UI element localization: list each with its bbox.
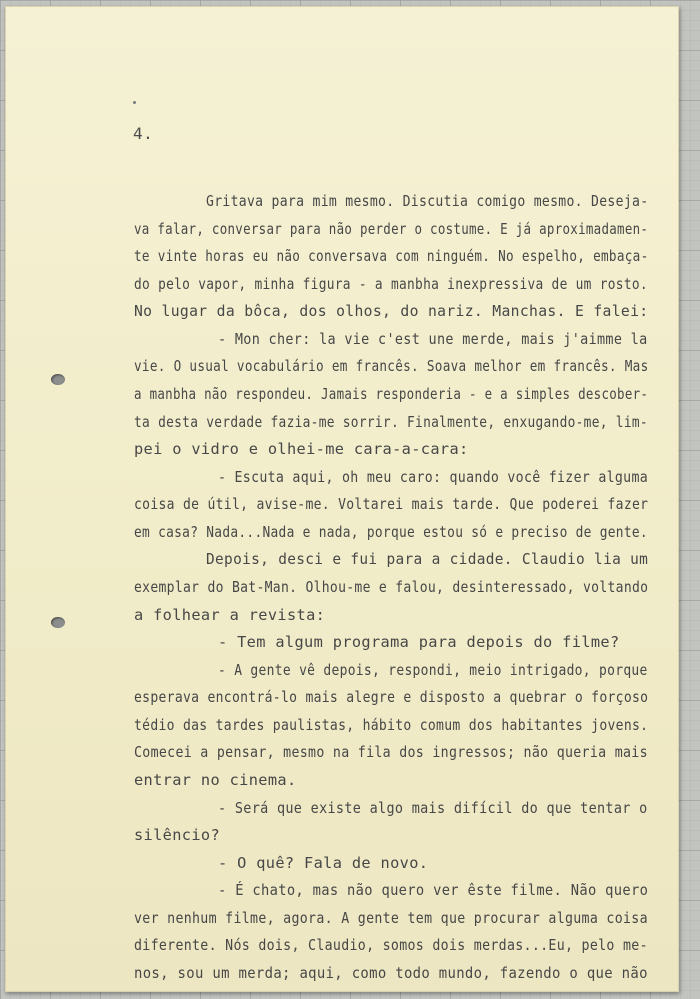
text-line: entrar no cinema. <box>134 771 297 789</box>
text-line: Depois, desci e fui para a cidade. Claudio lia um <box>206 550 649 568</box>
text-line: tédio das tardes paulistas, hábito comum dos habitantes jovens. <box>134 716 649 734</box>
text-line: diferente. Nós dois, Claudio, somos dois merdas...Eu, pelo me- <box>134 936 648 954</box>
text-line: silêncio? <box>134 826 221 844</box>
text-line: - Escuta aqui, oh meu caro: quando você fizer alguma <box>218 468 648 486</box>
text-line: te vinte horas eu não conversava com ninguém. No espelho, embaça- <box>134 247 649 265</box>
text-line: nos, sou um merda; aqui, como todo mundo, fazendo o que não <box>134 964 648 982</box>
text-line: - É chato, mas não quero ver êste filme. Não quero <box>218 881 649 899</box>
punch-hole-upper <box>51 374 65 385</box>
text-line: exemplar do Bat-Man. Olhou-me e falou, desinteressado, voltando <box>134 578 649 596</box>
text-line: va falar, conversar para não perder o costume. E já aproximadamen- <box>134 220 649 238</box>
text-line: em casa? Nada...Nada e nada, porque estou só e preciso de gente. <box>134 523 648 541</box>
punch-hole-lower <box>51 617 65 628</box>
text-line: ta desta verdade fazia-me sorrir. Finalmente, enxugando-me, lim- <box>134 413 648 431</box>
text-line: No lugar da bôca, dos olhos, do nariz. Manchas. E falei: <box>134 302 649 320</box>
text-line: esperava encontrá-lo mais alegre e disposto a quebrar o forçoso <box>134 688 649 706</box>
text-line: a folhear a revista: <box>134 606 326 624</box>
text-line: - Mon cher: la vie c'est une merde, mais j'aimme la <box>218 330 648 348</box>
text-line: - O quê? Fala de novo. <box>218 854 429 872</box>
text-line: Comecei a pensar, mesmo na fila dos ingressos; não queria mais <box>134 743 648 761</box>
text-line: ver nenhum filme, agora. A gente tem que procurar alguma coisa <box>134 909 648 927</box>
text-line: - A gente vê depois, respondi, meio intrigado, porque <box>218 661 648 679</box>
text-line: a manbha não respondeu. Jamais responderia - e a simples descober- <box>134 385 649 403</box>
page-number: 4. <box>133 124 154 143</box>
text-line: - Será que existe algo mais difícil do que tentar o <box>218 799 648 817</box>
typewritten-page <box>5 6 679 992</box>
text-line: - Tem algum programa para depois do filme? <box>218 633 620 651</box>
text-line: pei o vidro e olhei-me cara-a-cara: <box>134 440 469 458</box>
text-line: do pelo vapor, minha figura - a manbha inexpressiva de um rosto. <box>134 275 648 293</box>
text-line: vie. O usual vocabulário em francês. Soava melhor em francês. Mas <box>134 357 649 375</box>
text-line: Gritava para mim mesmo. Discutia comigo mesmo. Deseja- <box>206 192 649 210</box>
text-line: coisa de útil, avise-me. Voltarei mais tarde. Que poderei fazer <box>134 495 649 513</box>
ink-dot <box>133 101 136 104</box>
